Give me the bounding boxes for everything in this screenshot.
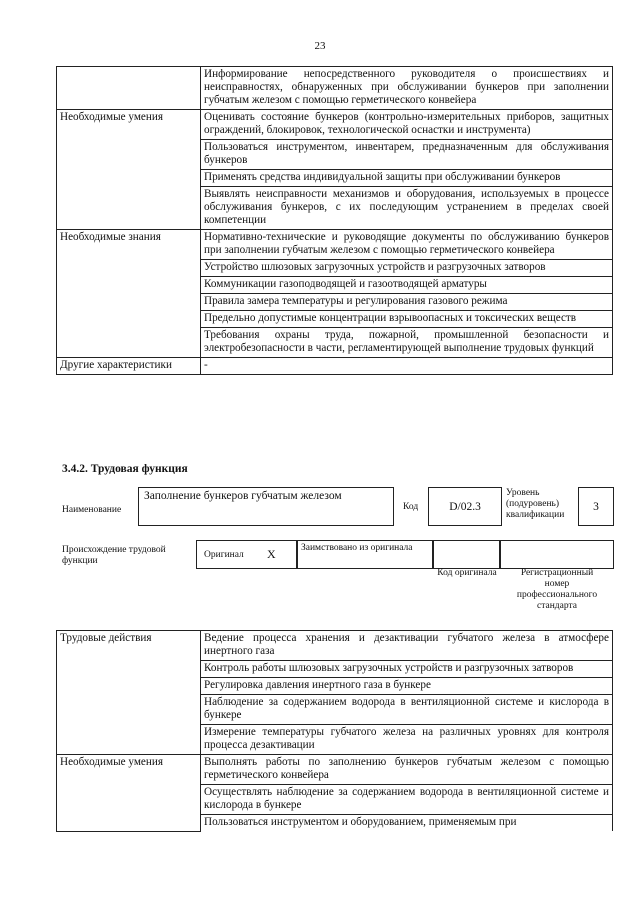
level-label: Уровень (подуровень) квалификации: [506, 488, 565, 520]
row-item: Правила замера температуры и регулирования газового режима: [201, 294, 613, 311]
original-mark: X: [267, 547, 276, 561]
row-item: -: [201, 358, 613, 375]
row-item: Регулировка давления инертного газа в бункере: [201, 678, 613, 695]
table-row: [57, 631, 613, 661]
row-item: Устройство шлюзовых загрузочных устройств и разгрузочных затворов: [201, 260, 613, 277]
origin-label: Происхождение трудовой функции: [62, 545, 166, 566]
registration-cell: [499, 540, 614, 569]
table-row: [57, 67, 613, 110]
row-item: Осуществлять наблюдение за содержанием водорода в вентиляционной системе и кислорода в бункере: [201, 785, 613, 815]
row-label-knowledge: Необходимые знания: [57, 230, 201, 358]
section-title: 3.4.2. Трудовая функция: [62, 463, 188, 475]
table-row: [57, 110, 613, 140]
code-label: Код: [403, 502, 419, 512]
code-caption: Код оригинала: [437, 568, 497, 578]
row-item: Наблюдение за содержанием водорода в вентиляционной системе и кислорода в бункере: [201, 695, 613, 725]
row-item: Выполнять работы по заполнению бункеров губчатым железом с помощью герметического конвейера: [201, 755, 613, 785]
code-value: D/02.3: [428, 487, 502, 526]
competency-table-top: [56, 66, 613, 375]
row-item: Оценивать состояние бункеров (контрольно-измерительных приборов, защитных ограждений, блокировок, технологической оснастки и инструмента): [201, 110, 613, 140]
row-item: Требования охраны труда, пожарной, промышленной безопасности и электробезопасности в части, регламентирующей выполнение трудовых функций: [201, 328, 613, 358]
row-item: Нормативно-технические и руководящие документы по обслуживанию бункеров при заполнении губчатым железом с помощью герметического конвейера: [201, 230, 613, 260]
row-item: Пользоваться инструментом, инвентарем, предназначенным для обслуживания бункеров: [201, 140, 613, 170]
row-label-skills: Необходимые умения: [57, 755, 201, 832]
row-item: Ведение процесса хранения и дезактивации губчатого железа в атмосфере инертного газа: [201, 631, 613, 661]
row-item: Выявлять неисправности механизмов и оборудования, используемых в процессе обслуживания бункеров, с их последующим устранением в пределах своей компетенции: [201, 187, 613, 230]
row-label: [57, 67, 201, 110]
original-label: Оригинал: [204, 550, 244, 560]
reg-caption: Регистрационный номер профессионального стандарта: [516, 568, 598, 611]
original-cell: [196, 540, 298, 569]
competency-table-bottom: [56, 630, 613, 832]
table-row: [57, 755, 613, 785]
table-row: [57, 230, 613, 260]
row-item: Применять средства индивидуальной защиты при обслуживании бункеров: [201, 170, 613, 187]
row-item: Информирование непосредственного руководителя о происшествиях и неисправностях, обнаруженных при обслуживании бункеров при заполнении губчатым железом с помощью герметического конвейера: [201, 67, 613, 110]
row-item: Предельно допустимые концентрации взрывоопасных и токсических веществ: [201, 311, 613, 328]
row-item: Пользоваться инструментом и оборудованием, применяемым при: [201, 815, 613, 832]
row-item: Измерение температуры губчатого железа на различных уровнях для контроля процесса дезактивации: [201, 725, 613, 755]
borrowed-label: Заимствовано из оригинала: [301, 543, 413, 553]
table-row: [57, 358, 613, 375]
name-value: Заполнение бункеров губчатым железом: [144, 490, 342, 502]
borrowed-cell: [296, 540, 434, 569]
page-number: 23: [314, 40, 326, 52]
row-label-skills: Необходимые умения: [57, 110, 201, 230]
name-label: Наименование: [62, 505, 122, 515]
row-label-other: Другие характеристики: [57, 358, 201, 375]
row-label-actions: Трудовые действия: [57, 631, 201, 755]
row-item: Коммуникации газоподводящей и газоотводящей арматуры: [201, 277, 613, 294]
original-code-cell: [432, 540, 501, 569]
level-value: 3: [578, 487, 614, 526]
name-value-box: [138, 487, 394, 526]
row-item: Контроль работы шлюзовых загрузочных устройств и разгрузочных затворов: [201, 661, 613, 678]
